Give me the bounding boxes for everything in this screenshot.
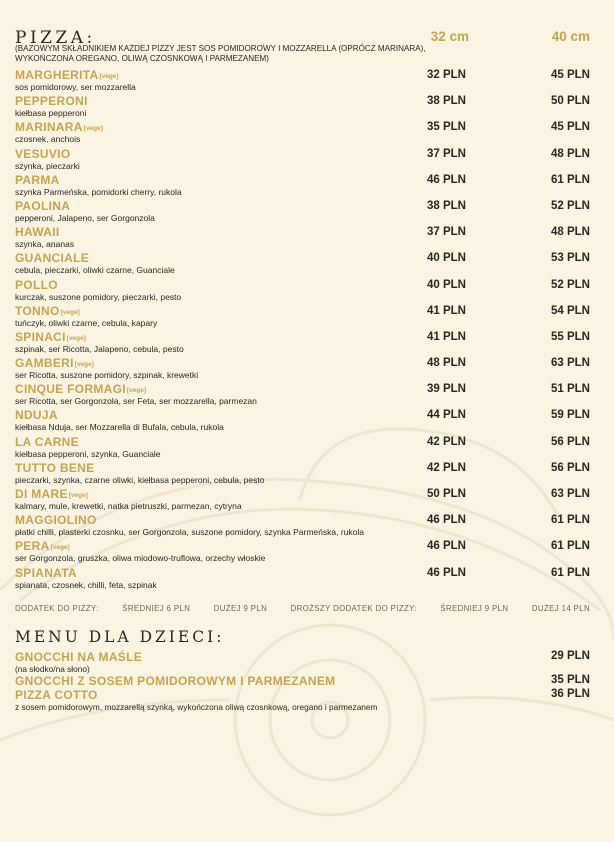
pizza-name bbox=[15, 382, 146, 396]
pizza-description: sos pomidorowy, ser mozzarella bbox=[15, 82, 136, 92]
pizza-item bbox=[15, 356, 590, 382]
pizza-name bbox=[15, 461, 94, 475]
premium-extras-label: DROŻSZY DODATEK DO PIZZY: bbox=[290, 604, 417, 613]
pizza-name-text: VESUVIO bbox=[15, 146, 71, 161]
pizza-item bbox=[15, 225, 590, 251]
pizza-description: ser Ricotta, suszone pomidory, szpinak, krewetki bbox=[15, 370, 199, 381]
pizza-name bbox=[15, 513, 97, 527]
kids-menu-item bbox=[15, 688, 590, 712]
price-32cm: 32 PLN bbox=[427, 69, 466, 81]
price-40cm: 45 PLN bbox=[551, 121, 590, 134]
pizza-name-text: NDUJA bbox=[15, 408, 58, 423]
pizza-item bbox=[15, 461, 590, 487]
pizza-description: szynka Parmeńska, pomidorki cherry, rukola bbox=[15, 186, 182, 197]
pizza-description: szynka, pieczarki bbox=[15, 160, 80, 171]
pizza-item bbox=[15, 278, 590, 304]
kids-item-price: 35 PLN bbox=[551, 674, 590, 686]
extras-large-price: DUŻEJ 9 PLN bbox=[213, 604, 268, 613]
pizza-name-text: PARMA bbox=[15, 172, 60, 187]
pizza-name-text: MAGGIOLINO bbox=[15, 513, 97, 528]
price-32cm: 46 PLN bbox=[427, 173, 466, 186]
price-40cm: 63 PLN bbox=[551, 488, 590, 500]
pizza-description: tuńczyk, oliwki czarne, cebula, kapary bbox=[15, 317, 158, 328]
pizza-item bbox=[15, 173, 590, 199]
pizza-name bbox=[15, 487, 88, 501]
price-32cm: 40 PLN bbox=[427, 278, 466, 291]
pizza-description: szpinak, ser Ricotta, Jalapeno, cebula, pesto bbox=[15, 343, 184, 354]
pizza-item bbox=[15, 304, 590, 330]
price-40cm: 61 PLN bbox=[551, 566, 590, 579]
pizza-description: płatki chilli, plasterki czosnku, ser Gorgonzola, suszone pomidory, szynka Parmeńska, rukola bbox=[15, 527, 364, 538]
price-32cm: 41 PLN bbox=[427, 304, 466, 317]
kids-item-name: GNOCCHI NA MAŚLE bbox=[15, 650, 143, 664]
pizza-item bbox=[15, 566, 590, 592]
pizza-description: kurczak, suszone pomidory, pieczarki, pesto bbox=[15, 291, 182, 302]
pizza-description: ser Ricotta, ser Gorgonzola, ser Feta, ser mozzarella, parmezan bbox=[15, 396, 257, 407]
pizza-name-text: PEPPERONI bbox=[15, 94, 88, 109]
price-32cm: 35 PLN bbox=[427, 121, 466, 134]
price-40cm: 48 PLN bbox=[551, 147, 590, 160]
price-40cm: 51 PLN bbox=[551, 383, 590, 396]
pizza-description: czosnek, anchois bbox=[15, 134, 81, 145]
price-32cm: 37 PLN bbox=[427, 147, 466, 160]
pizza-description: spianata, czosnek, chilli, feta, szpinak bbox=[15, 579, 157, 590]
price-40cm: 48 PLN bbox=[551, 226, 590, 239]
pizza-description: kiełbasa pepperoni bbox=[15, 108, 87, 119]
kids-menu-item bbox=[15, 674, 590, 688]
size-small-header: 32 cm bbox=[430, 29, 469, 44]
price-32cm: 38 PLN bbox=[427, 199, 466, 212]
vege-tag: [vege] bbox=[50, 544, 70, 552]
pizza-name bbox=[15, 356, 94, 370]
pizza-name bbox=[15, 330, 86, 344]
pizza-item bbox=[15, 68, 590, 94]
pizza-name bbox=[15, 173, 60, 187]
kids-item-name: PIZZA COTTO bbox=[15, 688, 98, 702]
pizza-name-text: TUTTO BENE bbox=[15, 460, 95, 475]
pizza-item bbox=[15, 330, 590, 356]
pizza-name-text: SPIANATA bbox=[15, 565, 77, 580]
kids-menu-list bbox=[15, 650, 590, 712]
price-32cm: 42 PLN bbox=[427, 461, 466, 474]
pizza-name bbox=[15, 94, 88, 108]
price-40cm: 45 PLN bbox=[551, 69, 590, 81]
pizza-description: kalmary, mule, krewetki, natka pietruszki, parmezan, cytryna bbox=[15, 501, 242, 511]
pizza-list bbox=[15, 68, 590, 592]
pizza-item bbox=[15, 435, 590, 461]
pizza-name bbox=[15, 278, 58, 292]
price-32cm: 42 PLN bbox=[427, 435, 466, 448]
price-40cm: 50 PLN bbox=[551, 95, 590, 108]
pizza-name bbox=[15, 539, 70, 553]
price-40cm: 54 PLN bbox=[551, 304, 590, 317]
pizza-name-text: SPINACI bbox=[15, 329, 66, 344]
price-40cm: 59 PLN bbox=[551, 409, 590, 422]
pizza-item bbox=[15, 487, 590, 513]
price-40cm: 63 PLN bbox=[551, 357, 590, 370]
kids-item-price: 36 PLN bbox=[551, 688, 590, 700]
price-40cm: 52 PLN bbox=[551, 278, 590, 291]
price-32cm: 46 PLN bbox=[427, 514, 466, 527]
pizza-name-text: CINQUE FORMAGI bbox=[15, 382, 126, 397]
price-32cm: 44 PLN bbox=[427, 409, 466, 422]
kids-item-name: GNOCCHI Z SOSEM POMIDOROWYM I PARMEZANEM bbox=[15, 674, 336, 688]
pizza-name-text: DI MARE bbox=[15, 487, 68, 501]
size-large-header: 40 cm bbox=[551, 29, 590, 44]
extras-label: DODATEK DO PIZZY: bbox=[15, 604, 99, 613]
pizza-name-text: GUANCIALE bbox=[15, 251, 90, 266]
price-40cm: 61 PLN bbox=[551, 514, 590, 527]
pizza-item bbox=[15, 251, 590, 277]
pizza-item bbox=[15, 513, 590, 539]
price-40cm: 52 PLN bbox=[551, 199, 590, 212]
vege-tag: [vege] bbox=[126, 387, 147, 395]
pizza-name-text: MARGHERITA bbox=[15, 68, 99, 82]
vege-tag: [vege] bbox=[83, 125, 103, 133]
pizza-name-text: PERA bbox=[15, 539, 50, 554]
pizza-name-text: GAMBERI bbox=[15, 356, 74, 371]
pizza-name-text: LA CARNE bbox=[15, 434, 79, 449]
pizza-name bbox=[15, 566, 77, 580]
pizza-description: kiełbasa pepperoni, szynka, Guanciale bbox=[15, 448, 161, 459]
pizza-name-text: POLLO bbox=[15, 277, 58, 292]
pizza-item bbox=[15, 120, 590, 146]
extras-medium-price: ŚREDNIEJ 6 PLN bbox=[122, 604, 191, 613]
extras-row bbox=[15, 604, 590, 613]
price-32cm: 48 PLN bbox=[427, 357, 466, 370]
price-32cm: 37 PLN bbox=[427, 226, 466, 239]
price-40cm: 56 PLN bbox=[551, 461, 590, 474]
price-40cm: 56 PLN bbox=[551, 435, 590, 448]
vege-tag: [vege] bbox=[66, 334, 86, 342]
pizza-item bbox=[15, 382, 590, 408]
pizza-description: pieczarki, szynka, czarne oliwki, kiełbasa pepperoni, cebula, pesto bbox=[15, 474, 265, 485]
pizza-item bbox=[15, 199, 590, 225]
pizza-item bbox=[15, 408, 590, 434]
kids-menu-item bbox=[15, 650, 590, 674]
kids-item-price: 29 PLN bbox=[551, 650, 590, 662]
vege-tag: [vege] bbox=[99, 73, 119, 80]
pizza-header bbox=[15, 28, 590, 68]
pizza-name bbox=[15, 147, 70, 161]
pizza-base-note: (BAZOWYM SKŁADNIKIEM KAŻDEJ PIZZY JEST SOS POMIDOROWY I MOZZARELLA (OPRÓCZ MARINARA), WYKOŃCZONA OREGANO, OLIWĄ CZOSNKOWĄ I PARMEZANEM) bbox=[15, 44, 426, 63]
pizza-description: ser Gorgonzola, gruszka, oliwa miodowo-truflowa, orzechy włoskie bbox=[15, 553, 266, 564]
premium-extras-medium-price: ŚREDNIEJ 9 PLN bbox=[440, 604, 509, 613]
pizza-name bbox=[15, 435, 79, 449]
price-40cm: 61 PLN bbox=[551, 540, 590, 553]
pizza-item bbox=[15, 147, 590, 173]
premium-extras-large-price: DUŻEJ 14 PLN bbox=[531, 604, 590, 613]
pizza-name bbox=[15, 68, 119, 82]
pizza-item bbox=[15, 94, 590, 120]
price-32cm: 50 PLN bbox=[427, 488, 466, 500]
pizza-name-text: MARINARA bbox=[15, 120, 83, 135]
vege-tag: [vege] bbox=[60, 308, 80, 316]
pizza-section-title: PIZZA: bbox=[15, 28, 96, 48]
kids-item-description: (na słodko/na słono) bbox=[15, 664, 90, 674]
pizza-name bbox=[15, 120, 103, 134]
pizza-name bbox=[15, 199, 70, 213]
price-40cm: 55 PLN bbox=[551, 330, 590, 343]
vege-tag: [vege] bbox=[68, 492, 88, 499]
price-32cm: 39 PLN bbox=[427, 383, 466, 396]
price-40cm: 53 PLN bbox=[551, 252, 590, 265]
pizza-description: cebula, pieczarki, oliwki czarne, Guanciale bbox=[15, 265, 175, 276]
kids-menu-title: MENU DLA DZIECI: bbox=[15, 628, 225, 646]
pizza-description: pepperoni, Jalapeno, ser Gorgonzola bbox=[15, 212, 155, 223]
price-40cm: 61 PLN bbox=[551, 173, 590, 186]
price-32cm: 41 PLN bbox=[427, 330, 466, 343]
pizza-name bbox=[15, 225, 59, 239]
price-32cm: 46 PLN bbox=[427, 566, 466, 579]
pizza-description: kiełbasa Nduja, ser Mozzarella di Bufala, cebula, rukola bbox=[15, 422, 224, 433]
pizza-name bbox=[15, 408, 58, 422]
pizza-name-text: HAWAII bbox=[15, 225, 60, 240]
pizza-name-text: PAOLINA bbox=[15, 198, 71, 213]
price-32cm: 40 PLN bbox=[427, 252, 466, 265]
price-32cm: 46 PLN bbox=[427, 540, 466, 553]
vege-tag: [vege] bbox=[74, 361, 94, 369]
pizza-description: szynka, ananas bbox=[15, 239, 75, 250]
pizza-item bbox=[15, 539, 590, 565]
pizza-name bbox=[15, 251, 89, 265]
kids-item-description: z sosem pomidorowym, mozzarellą szynką, wykończona oliwą czosnkową, oregano i parmezanem bbox=[15, 702, 378, 712]
price-32cm: 38 PLN bbox=[427, 95, 466, 108]
pizza-name bbox=[15, 304, 80, 318]
pizza-name-text: TONNO bbox=[15, 303, 60, 318]
